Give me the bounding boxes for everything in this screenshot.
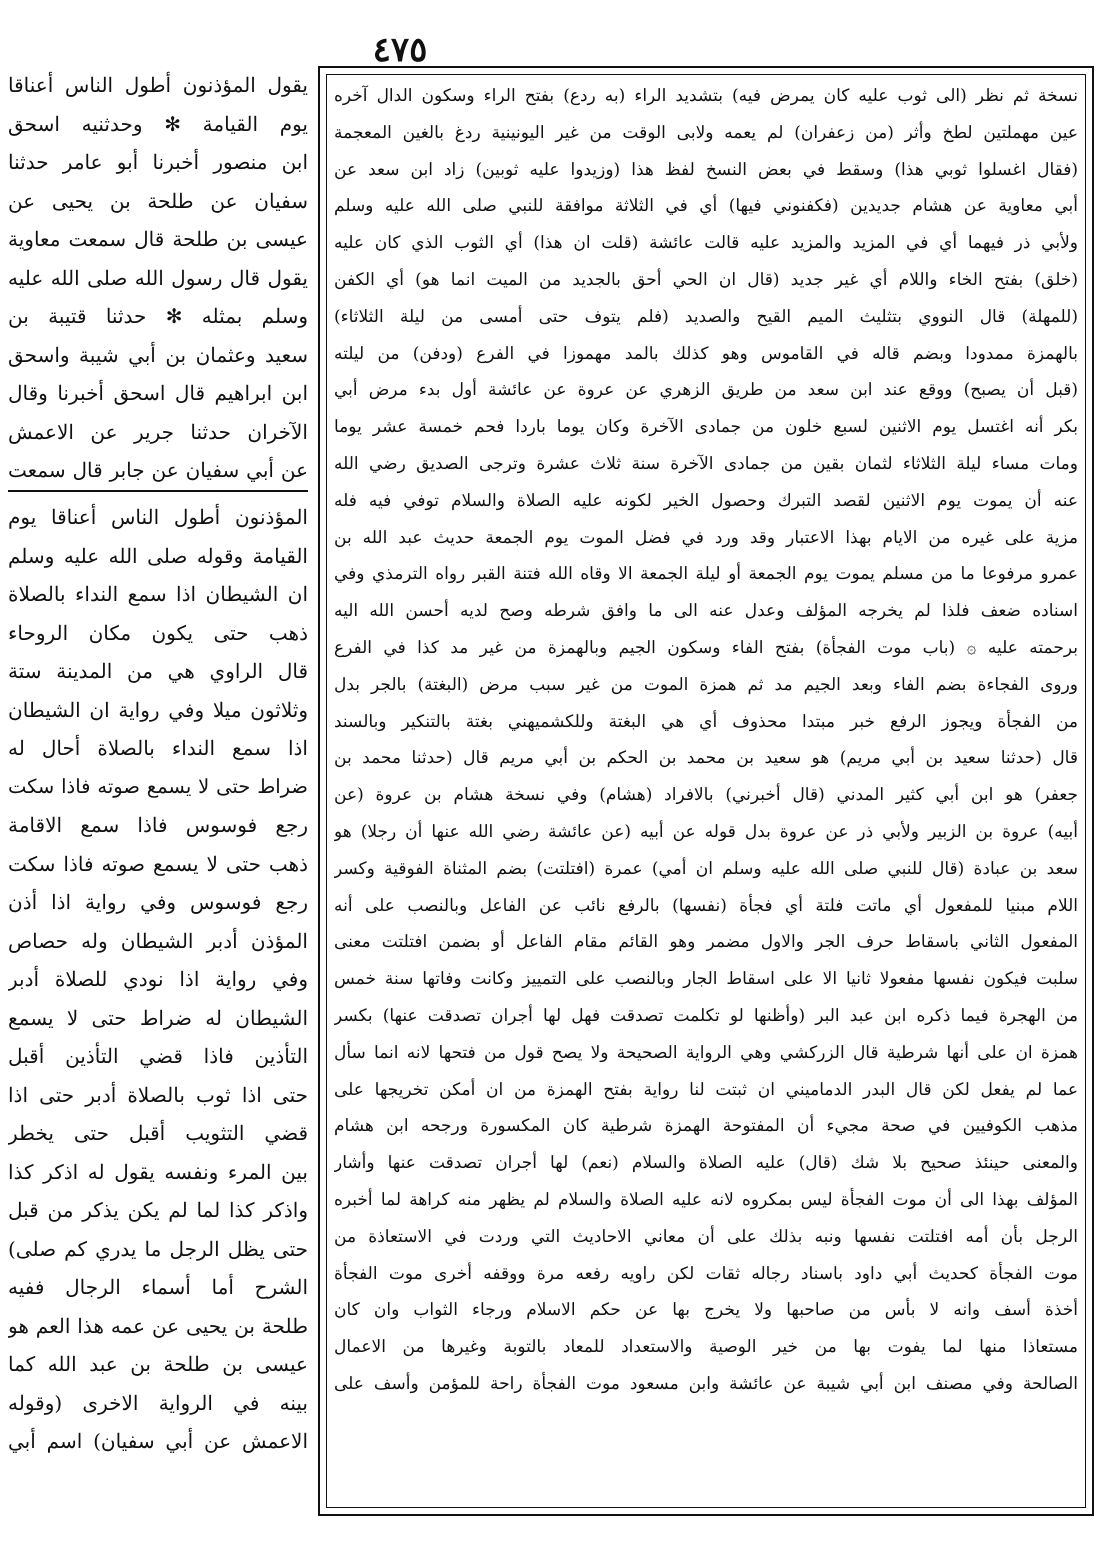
main-text-line: برحمته عليه ۞ (باب موت الفجأة) بفتح الفاء وسكون الجيم وبالهمزة من غير مد كذا في الفرع	[334, 637, 1078, 658]
main-text-line: مذهب الكوفيين في صحة مجيء أن المفتوحة الهمزة شرطية كان المكسورة ورجحه ابن هشام	[334, 1116, 1078, 1137]
main-text-line: المؤلف بهذا الى أن موت الفجأة ليس بمكروه لانه عليه الصلاة والسلام لم يظهر منه كراهة لما أخبره	[334, 1189, 1078, 1210]
margin-top-line: ابن ابراهيم قال اسحق أخبرنا وقال	[8, 381, 308, 405]
margin-bottom-line: ان الشيطان اذا سمع النداء بالصلاة	[8, 582, 308, 606]
main-text-line: همزة ان على أنها شرطية قال الزركشي وهي الرواية الصحيحة ولا يصح قول من فتحها لانه انما سأل	[334, 1042, 1078, 1063]
margin-top-line: يقول المؤذنون أطول الناس أعناقا	[8, 73, 308, 97]
margin-top-line: سفيان عن طلحة بن يحيى عن	[8, 188, 308, 213]
main-text-line: الرجل بأن أمه افتلتت نفسها ونبه بذلك على أن معاني الاحاديث التي وردت في الاستعاذة من	[334, 1226, 1078, 1247]
main-text-line: أخذة أسف وانه لا بأس من صاحبها ولا يخرج بها عن حكم الاسلام ورجاء الثواب وان كان	[334, 1300, 1078, 1321]
main-text-line: أبيه) عروة بن الزبير ولأبي ذر عن عروة بدل قوله عن أبيه (عن عائشة رضي الله عنها أن رجلا) هو	[334, 821, 1078, 842]
margin-bottom-line: وفي رواية اذا نودي للصلاة أدبر	[8, 967, 308, 991]
main-text-line: سلبت فيكون نفسها مفعولا ثانيا الا على اسقاط الجار وبالنصب على التمييز وكانت وفاتها سنة خمس	[334, 969, 1078, 990]
main-text-line: من الهجرة فيما ذكره ابن عبد البر (وأظنها لو تكلمت تصدقت فهل لها أجران تصدقت عنها) بكسر	[334, 1005, 1078, 1026]
main-text-line: عمرو مرفوعا ما من مسلم يموت يوم الجمعة أو ليلة الجمعة الا وقاه الله فتنة القبر رواه الترمذي وفي	[334, 564, 1078, 585]
margin-bottom-line: حتى اذا ثوب بالصلاة أدبر حتى اذا	[8, 1082, 308, 1107]
margin-bottom-line: ذهب حتى لا يسمع صوته فاذا سكت	[8, 851, 308, 876]
main-text-line: (قبل أن يصبح) ووقع عند ابن سعد من طريق الزهري عن عروة عن عائشة أول بدء مرض أبي	[334, 380, 1078, 401]
main-text-line: وروى الفجاءة بضم الفاء وبعد الجيم مد ثم همزة الموت من غير سبب مرض (البغتة) بالجر بدل	[334, 674, 1078, 695]
margin-bottom-line: الشرح أما أسماء الرجال ففيه	[8, 1275, 308, 1299]
margin-top-line: يقول قال رسول الله صلى الله عليه	[8, 265, 308, 290]
margin-top-line: عيسى بن طلحة قال سمعت معاوية	[8, 227, 308, 251]
margin-commentary-text	[8, 498, 308, 1518]
main-text-line: اسناده ضعف فلذا لم يخرجه المؤلف وعدل عنه الى ما وافق شرطه وصح لديه أحسن الله اليه	[334, 601, 1078, 622]
margin-bottom-line: القيامة وقوله صلى الله عليه وسلم	[8, 543, 308, 568]
margin-top-line: يوم القيامة ✻ وحدثنيه اسحق	[8, 111, 308, 136]
main-text-line: من الفجأة ويجوز الرفع خبر مبتدا محذوف أي هي البغتة وللكشميهني بغتة بالتنكير وبالسند	[334, 711, 1078, 732]
margin-bottom-line: رجع فوسوس فاذا سمع الاقامة	[8, 813, 308, 837]
main-text-line: سعد بن عبادة (قال للنبي صلى الله عليه وسلم ان أمي) عمرة (افتلتت) بضم المثناة الفوقية وكسر	[334, 858, 1078, 879]
main-text-line: قال (حدثنا سعيد بن أبي مريم) هو سعيد بن محمد بن الحكم بن أبي مريم قال (حدثنا محمد بن	[334, 748, 1078, 769]
margin-divider	[8, 490, 308, 492]
main-text-line: عما لم يفعل لكن قال البدر الدماميني ان ثبتت لنا رواية بفتح الهمزة من ان أمكن تخريجها على	[334, 1079, 1078, 1100]
margin-bottom-line: المؤذنون أطول الناس أعناقا يوم	[8, 505, 308, 529]
margin-bottom-line: التأذين فاذا قضي التأذين أقبل	[8, 1044, 308, 1068]
main-text-line: والمعنى حينئذ صحيح بلا شك (قال) عليه الصلاة والسلام (نعم) لها أجران تصدقت عنها وأشار	[334, 1153, 1078, 1174]
main-text-line: بكر أنه اغتسل يوم الاثنين لسبع خلون من جمادى الآخرة وكان يوما باردا فحم خمسة عشر يوما	[334, 417, 1078, 438]
margin-bottom-line: ضراط حتى لا يسمع صوته فاذا سكت	[8, 774, 308, 798]
margin-bottom-line: قضي التثويب أقبل حتى يخطر	[8, 1121, 308, 1145]
main-text-line: المفعول الثاني باسقاط حرف الجر والاول مضمر وهو القائم مقام الفاعل أو بضمن افتلتت معنى	[334, 932, 1078, 953]
margin-bottom-line: طلحة بن يحيى عن عمه هذا العم هو	[8, 1313, 308, 1338]
main-commentary-text	[334, 78, 1078, 1504]
margin-bottom-line: المؤذن أدبر الشيطان وله حصاص	[8, 928, 308, 953]
main-text-line: جعفر) هو ابن أبي كثير المدني (قال أخبرني) بالافراد (هشام) وفي نسخة هشام بن عروة (عن	[334, 785, 1078, 806]
main-text-line: نسخة ثم نظر (الى ثوب عليه كان يمرض فيه) بتشديد الراء (به ردع) بفتح الراء وسكون الدال آخره	[334, 86, 1078, 106]
margin-bottom-line: الشيطان له ضراط حتى لا يسمع	[8, 1005, 308, 1030]
margin-hadith-text-top	[8, 66, 308, 486]
margin-bottom-line: واذكر كذا لما لم يكن يذكر من قبل	[8, 1198, 308, 1222]
main-text-line: عين مهملتين لطخ وأثر (من زعفران) لم يعمه ولابى الوقت من غير اليونينية ردغ بالغين المعجمة	[334, 122, 1078, 143]
page-number: ٤٧٥	[372, 30, 428, 70]
main-text-line: اللام مبنيا للمفعول أي ماتت فلتة أي فجأة (نفسها) بالرفع نائب عن الفاعل وبالنصب على أنه	[334, 895, 1078, 916]
main-text-line: عنه أن يموت يوم الاثنين لقصد التبرك وحصول الخير لكونه عليه الصلاة والسلام توفي فيه فله	[334, 490, 1078, 511]
main-text-line: (للمهلة) قال النووي بتثليث الميم القيح والصديد (فلم يتوف حتى أمسى من ليلة الثلاثاء)	[334, 306, 1078, 327]
main-text-line: أبي معاوية عن هشام جديدين (فكفنوني فيها) أي في الثلاثة موافقة للنبي صلى الله عليه وسلم	[334, 196, 1078, 217]
main-text-line: ومات مساء ليلة الثلاثاء لثمان بقين من جمادى الآخرة سنة ثلاث عشرة وترجى الصديق رضي الله	[334, 453, 1078, 474]
margin-bottom-line: الاعمش عن أبي سفيان) اسم أبي	[8, 1429, 308, 1453]
margin-bottom-line: عيسى بن طلحة بن عبد الله كما	[8, 1352, 308, 1376]
margin-bottom-line: قال الراوي هي من المدينة ستة	[8, 659, 308, 683]
main-text-line: (خلق) بفتح الخاء واللام أي غير جديد (قال ان الحي أحق بالجديد من الميت انما هو) أي الكفن	[334, 269, 1078, 290]
margin-bottom-line: وثلاثون ميلا وفي رواية ان الشيطان	[8, 697, 308, 722]
margin-bottom-line: حتى يظل الرجل ما يدري كم صلى)	[8, 1236, 308, 1261]
margin-top-line: عن أبي سفيان عن جابر قال سمعت	[8, 458, 308, 482]
margin-bottom-line: بين المرء ونفسه يقول له اذكر كذا	[8, 1159, 308, 1184]
main-text-line: موت الفجأة كحديث أبي داود باسناد رجاله ثقات لكن راويه رفعه مرة ووقفه أخرى موت الفجأة	[334, 1263, 1078, 1284]
main-text-line: الصالحة وفي مصنف ابن أبي شيبة عن عائشة وابن مسعود موت الفجأة راحة للمؤمن وأسف على	[334, 1373, 1078, 1394]
margin-bottom-line: اذا سمع النداء بالصلاة أحال له	[8, 736, 308, 760]
main-commentary-frame	[318, 66, 1094, 1516]
margin-top-line: ابن منصور أخبرنا أبو عامر حدثنا	[8, 150, 308, 174]
margin-top-line: وسلم بمثله ✻ حدثنا قتيبة بن	[8, 304, 308, 328]
main-text-line: بالهمزة ممدودا وبضم قاله في القاموس وهو كذلك بالمد مهموزا في الفرع (ودفن) من ليلته	[334, 343, 1078, 364]
margin-top-line: سعيد وعثمان بن أبي شيبة واسحق	[8, 342, 308, 367]
margin-bottom-line: رجع فوسوس وفي رواية اذا أذن	[8, 890, 308, 914]
main-text-line: مزية على غيره من الايام بهذا الاعتبار وقد ورد في فضل الموت يوم الجمعة حديث عبد الله بن	[334, 527, 1078, 548]
margin-bottom-line: بينه في الرواية الاخرى (وقوله	[8, 1390, 308, 1415]
margin-top-line: الآخران حدثنا جرير عن الاعمش	[8, 419, 308, 444]
main-text-line: مستعاذا منها لما يفوت بها من خير الوصية والاستعداد للمعاد بالتوبة وغيرها من الاعمال	[334, 1337, 1078, 1358]
main-text-line: (فقال اغسلوا ثوبي هذا) وسقط في بعض النسخ لفظ هذا (وزيدوا عليه ثوبين) زاد ابن سعد عن	[334, 159, 1078, 180]
margin-bottom-line: ذهب حتى يكون مكان الروحاء	[8, 620, 308, 645]
main-text-line: ولأبي ذر فيهما أي في المزيد والمزيد عليه قالت عائشة (قلت ان هذا) أي الثوب الذي كان عليه	[334, 233, 1078, 254]
